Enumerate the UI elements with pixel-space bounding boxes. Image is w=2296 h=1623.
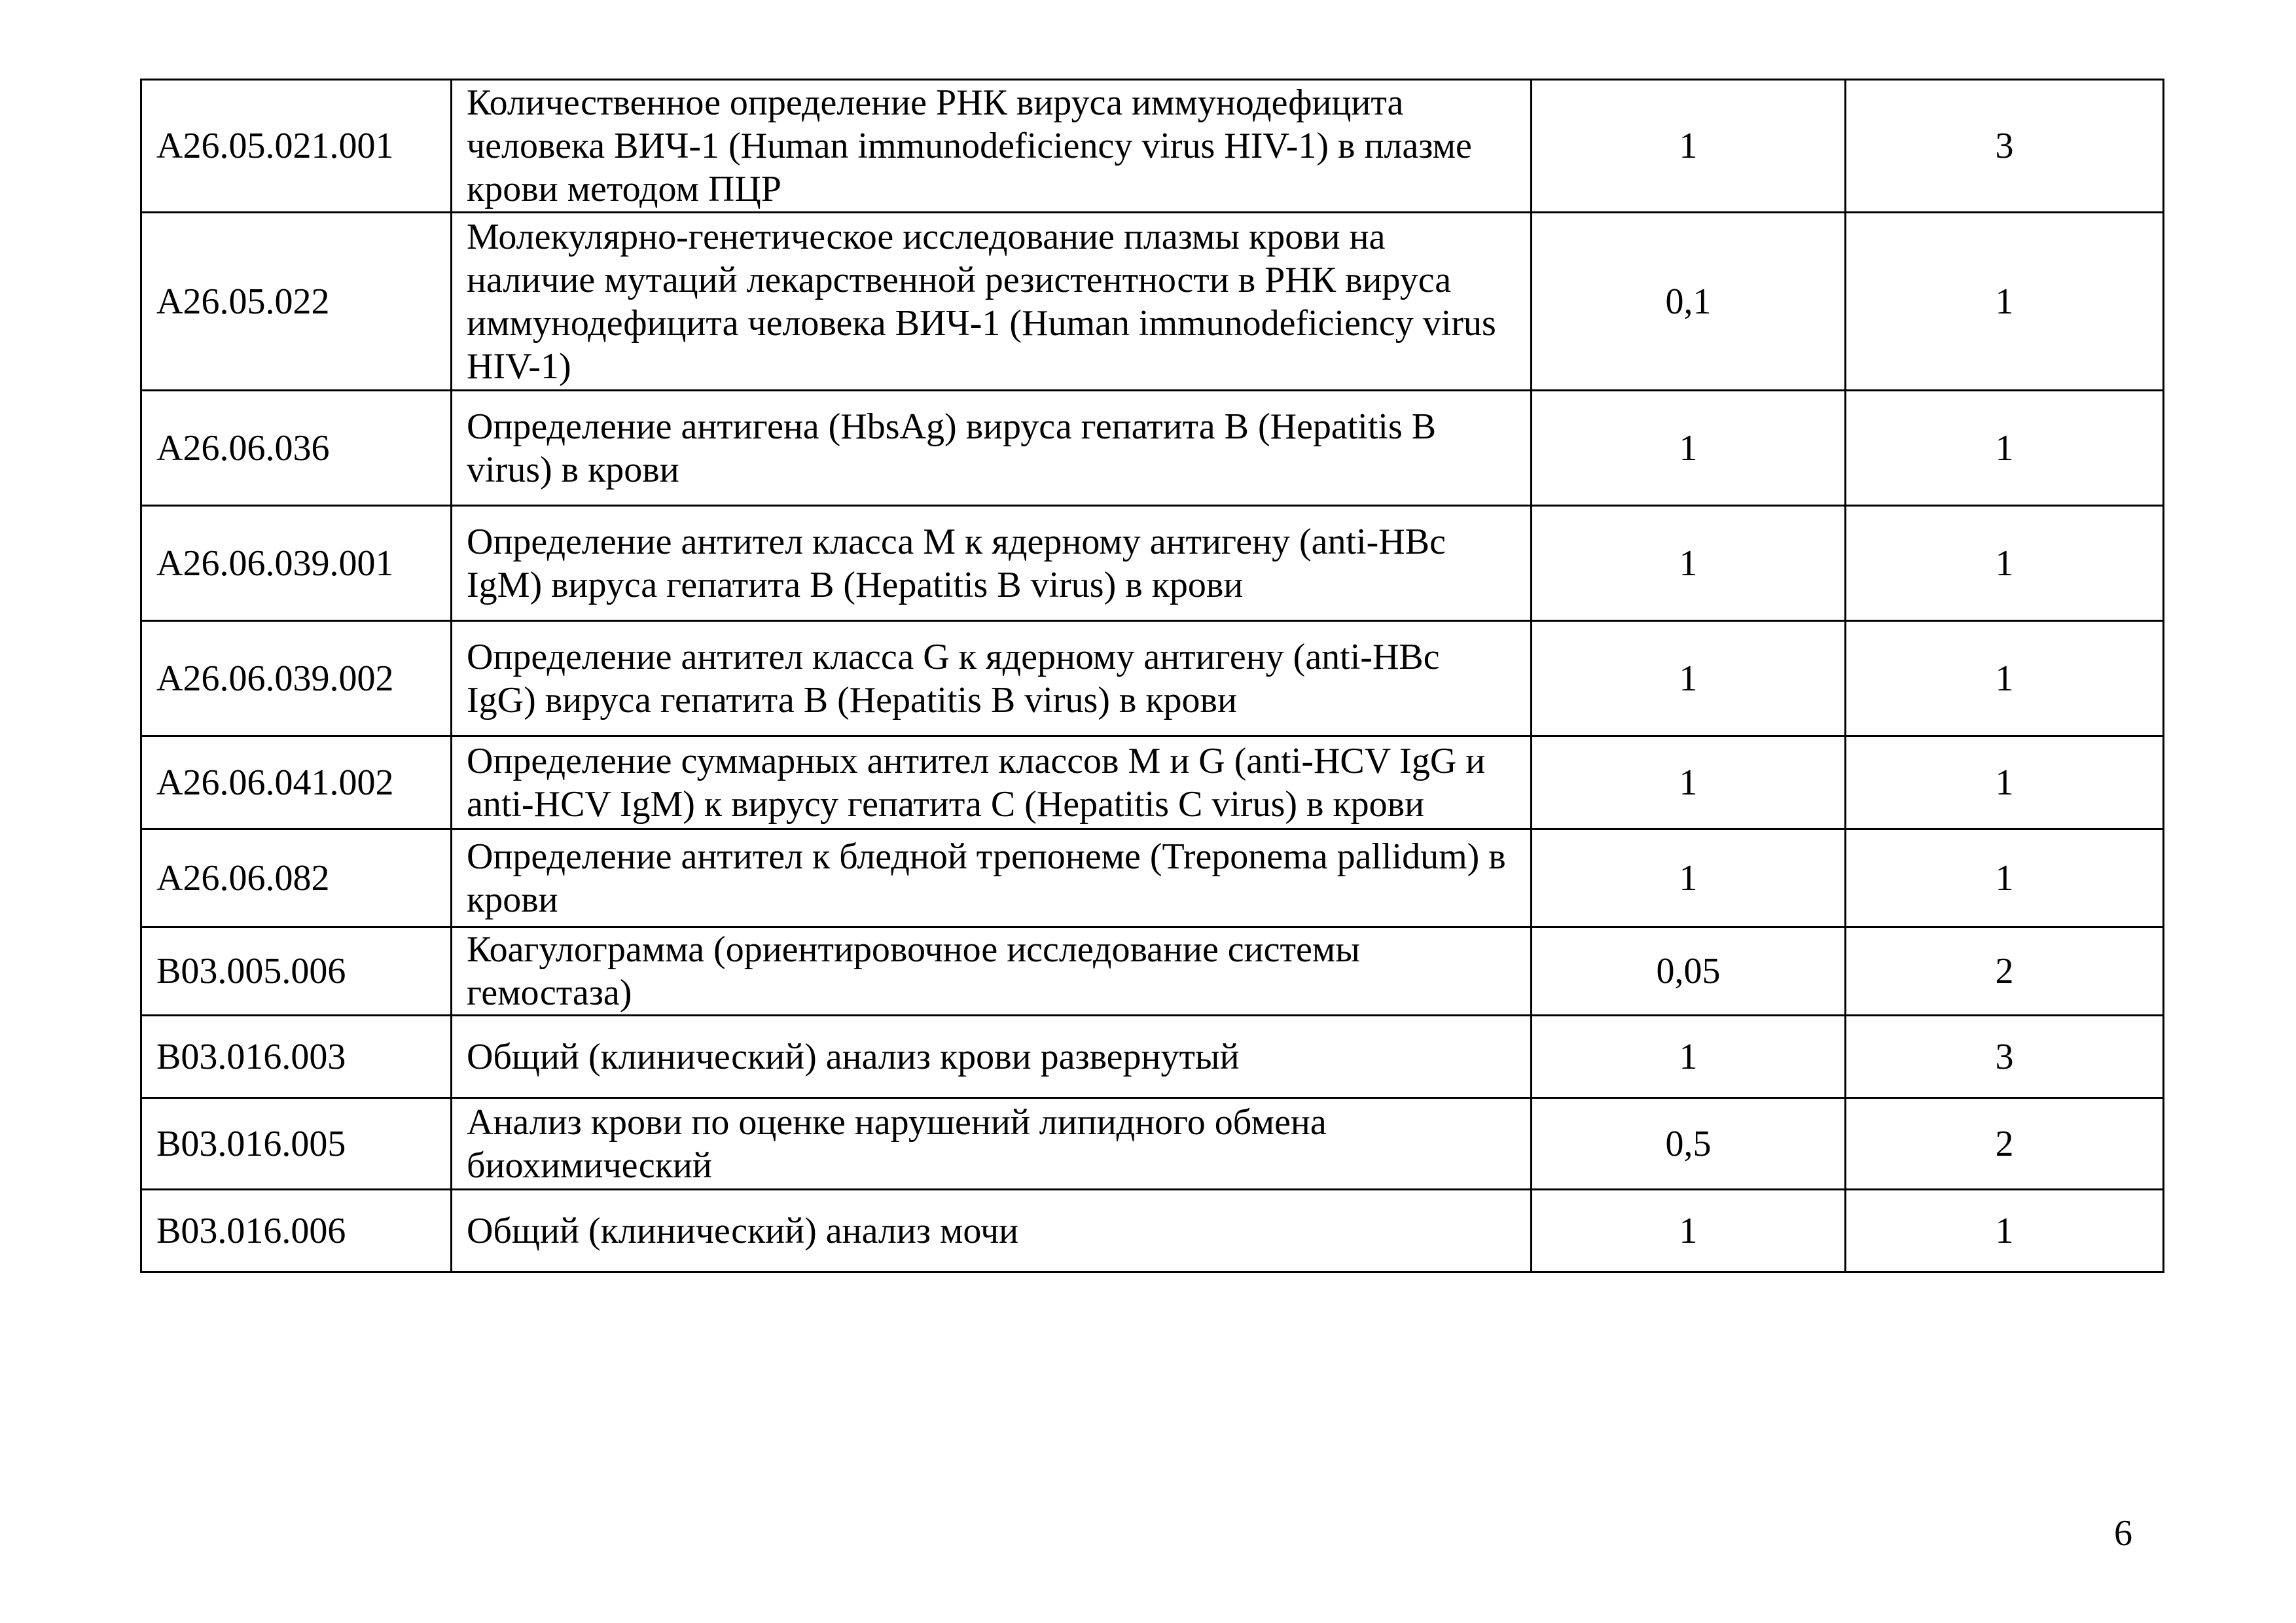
multiplicity-value: 3	[1846, 1016, 2164, 1098]
table-row	[141, 506, 2164, 621]
service-name: Анализ крови по оценке нарушений липидного обмена биохимический	[452, 1098, 1532, 1190]
service-code: А26.06.036	[141, 391, 452, 506]
service-name: Молекулярно-генетическое исследование плазмы крови на наличие мутаций лекарственной резистентности в РНК вируса иммунодефицита человека ВИЧ-1 (Human immunodeficiency virus HIV-1)	[452, 213, 1532, 391]
service-name: Определение суммарных антител классов M и G (anti-HCV IgG и anti-HCV IgM) к вирусу гепатита C (Hepatitis C virus) в крови	[452, 736, 1532, 829]
multiplicity-value: 1	[1846, 506, 2164, 621]
table-row	[141, 391, 2164, 506]
frequency-value: 1	[1532, 829, 1846, 927]
multiplicity-value: 1	[1846, 1190, 2164, 1272]
frequency-value: 1	[1532, 621, 1846, 736]
service-name: Общий (клинический) анализ мочи	[452, 1190, 1532, 1272]
multiplicity-value: 1	[1846, 391, 2164, 506]
frequency-value: 0,5	[1532, 1098, 1846, 1190]
multiplicity-value: 1	[1846, 213, 2164, 391]
frequency-value: 0,05	[1532, 927, 1846, 1016]
table-row	[141, 621, 2164, 736]
service-name: Определение антител класса M к ядерному антигену (anti-HBc IgM) вируса гепатита B (Hepatitis B virus) в крови	[452, 506, 1532, 621]
frequency-value: 1	[1532, 1190, 1846, 1272]
frequency-value: 1	[1532, 80, 1846, 213]
multiplicity-value: 2	[1846, 1098, 2164, 1190]
page-number: 6	[2114, 1513, 2132, 1554]
service-code: В03.005.006	[141, 927, 452, 1016]
service-code: А26.05.021.001	[141, 80, 452, 213]
multiplicity-value: 2	[1846, 927, 2164, 1016]
service-name: Количественное определение РНК вируса иммунодефицита человека ВИЧ-1 (Human immunodeficiency virus HIV-1) в плазме крови методом ПЦР	[452, 80, 1532, 213]
service-name: Коагулограмма (ориентировочное исследование системы гемостаза)	[452, 927, 1532, 1016]
table-row	[141, 1190, 2164, 1272]
service-name: Определение антигена (HbsAg) вируса гепатита B (Hepatitis B virus) в крови	[452, 391, 1532, 506]
table-row	[141, 829, 2164, 927]
table-row	[141, 1016, 2164, 1098]
table-row	[141, 927, 2164, 1016]
service-name: Определение антител к бледной трепонеме (Treponema pallidum) в крови	[452, 829, 1532, 927]
multiplicity-value: 1	[1846, 736, 2164, 829]
services-table	[140, 79, 2164, 1273]
table-row	[141, 80, 2164, 213]
table-row	[141, 213, 2164, 391]
frequency-value: 1	[1532, 506, 1846, 621]
table-row	[141, 736, 2164, 829]
service-code: В03.016.005	[141, 1098, 452, 1190]
multiplicity-value: 1	[1846, 829, 2164, 927]
multiplicity-value: 1	[1846, 621, 2164, 736]
service-code: А26.06.041.002	[141, 736, 452, 829]
service-code: А26.06.082	[141, 829, 452, 927]
service-code: А26.06.039.001	[141, 506, 452, 621]
service-name: Определение антител класса G к ядерному антигену (anti-HBc IgG) вируса гепатита B (Hepatitis B virus) в крови	[452, 621, 1532, 736]
frequency-value: 1	[1532, 736, 1846, 829]
service-code: А26.05.022	[141, 213, 452, 391]
service-name: Общий (клинический) анализ крови развернутый	[452, 1016, 1532, 1098]
service-code: В03.016.006	[141, 1190, 452, 1272]
service-code: А26.06.039.002	[141, 621, 452, 736]
frequency-value: 0,1	[1532, 213, 1846, 391]
frequency-value: 1	[1532, 391, 1846, 506]
table-row	[141, 1098, 2164, 1190]
frequency-value: 1	[1532, 1016, 1846, 1098]
multiplicity-value: 3	[1846, 80, 2164, 213]
service-code: В03.016.003	[141, 1016, 452, 1098]
